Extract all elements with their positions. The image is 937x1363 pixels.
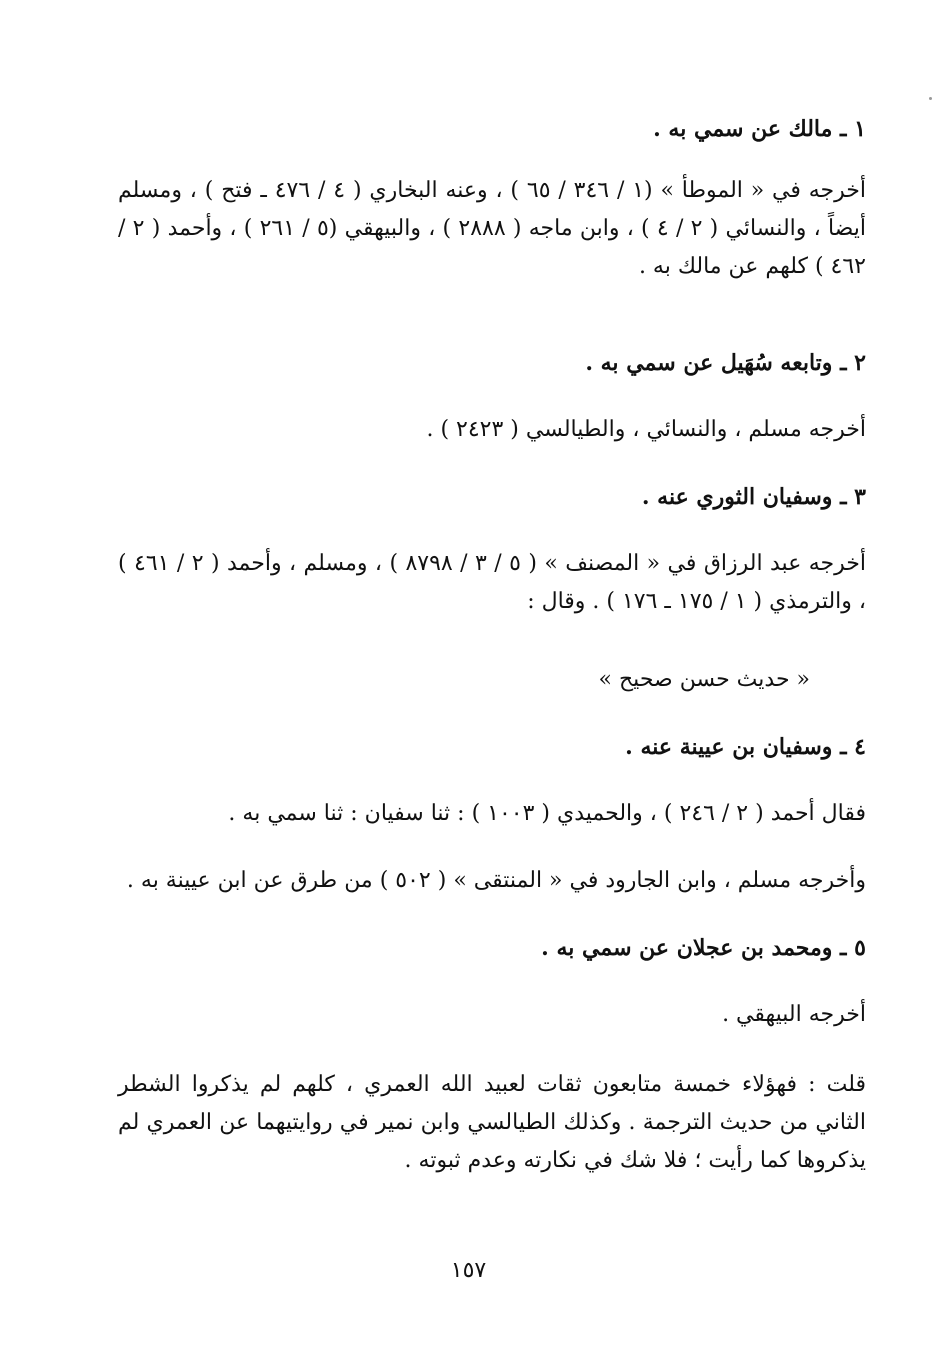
item-5-heading: ٥ ـ ومحمد بن عجلان عن سمي به . xyxy=(541,935,866,961)
page-number: ١٥٧ xyxy=(450,1258,487,1283)
item-2-heading: ٢ ـ وتابعه سُهَيل عن سمي به . xyxy=(585,350,866,376)
item-1-sources: أخرجه في « الموطأ » (١ / ٣٤٦ / ٦٥ ) ، وعنه البخاري ( ٤ / ٤٧٦ ـ فتح ) ، ومسلم أيضاً ، والنسائي ( ٢ / ٤ ) ، وابن ماجه ( ٢٨٨٨ ) ، والبيهقي (٥ / ٢٦١ ) ، وأحمد ( ٢ / ٤٦٢ ) كلهم عن مالك به . xyxy=(118,178,867,279)
item-4-heading: ٤ ـ وسفيان بن عيينة عنه . xyxy=(625,734,866,760)
corner-mark xyxy=(929,97,932,100)
item-2-sources: أخرجه مسلم ، والنسائي ، والطيالسي ( ٢٤٢٣ ) . xyxy=(426,417,866,442)
quote-hadith-grade: « حديث حسن صحيح » xyxy=(598,667,810,692)
conclusion-paragraph: قلت : فهؤلاء خمسة متابعون ثقات لعبيد الله العمري ، كلهم لم يذكروا الشطر الثاني من حديث الترجمة . وكذلك الطيالسي وابن نمير في روايتيهما عن العمري لم يذكروها كما رأيت ؛ فلا شك في نكارته وعدم ثبوته . xyxy=(118,1072,866,1173)
item-3-sources: أخرجه عبد الرزاق في « المصنف » ( ٥ / ٣ / ٨٧٩٨ ) ، ومسلم ، وأحمد ( ٢ / ٤٦١ ) ، والترمذي ( ١ / ١٧٥ ـ ١٧٦ ) . وقال : xyxy=(118,551,866,614)
item-3-heading: ٣ ـ وسفيان الثوري عنه . xyxy=(641,484,866,510)
item-5-sources: أخرجه البيهقي . xyxy=(722,1002,866,1027)
item-4-sources: فقال أحمد ( ٢ / ٢٤٦ ) ، والحميدي ( ١٠٠٣ ) : ثنا سفيان : ثنا سمي به . xyxy=(228,801,866,826)
item-4-more-sources: وأخرجه مسلم ، وابن الجارود في « المنتقى » ( ٥٠٢ ) من طرق عن ابن عيينة به . xyxy=(126,868,866,893)
item-1-heading: ١ ـ مالك عن سمي به . xyxy=(653,116,866,142)
